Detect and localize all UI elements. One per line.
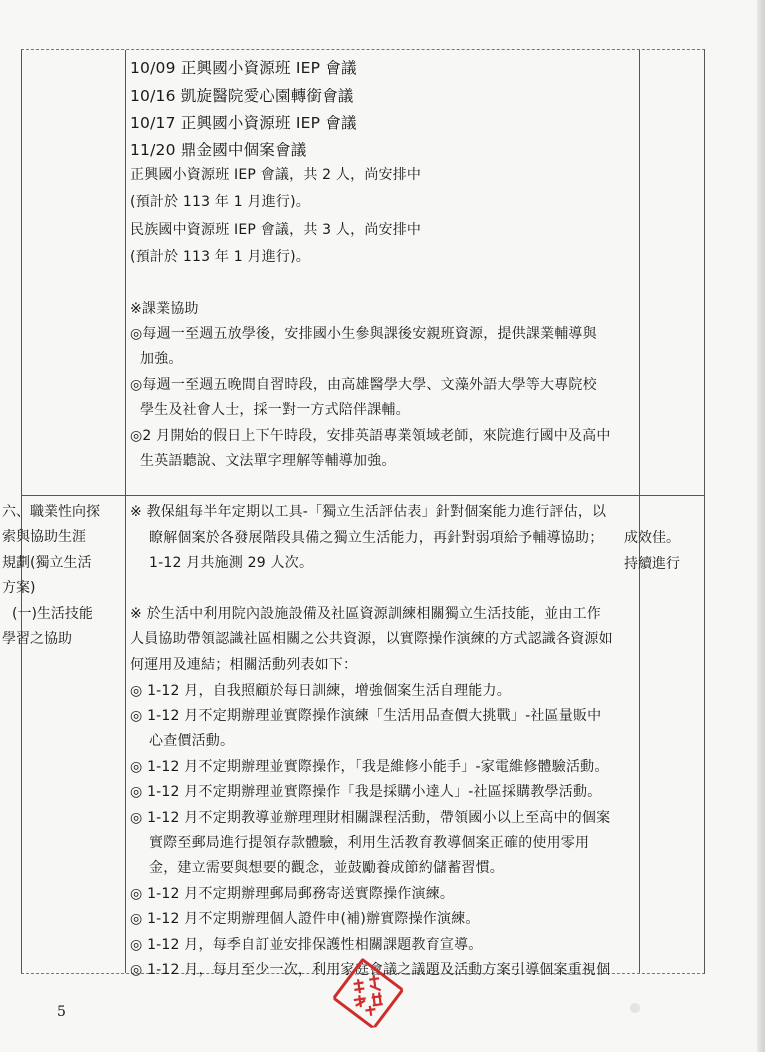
training-line-2: 人員協助帶領認識社區相關之公共資源，以實際操作演練的方式認識各資源如 bbox=[130, 631, 613, 647]
activity-item-6: ◎ 1-12 月不定期辦理郵局郵務寄送實際操作演練。 bbox=[130, 886, 455, 902]
meeting-line-3: 10/17 正興國小資源班 IEP 會議 bbox=[130, 114, 357, 132]
activity-item-8: ◎ 1-12 月，每季自訂並安排保護性相關課題教育宣導。 bbox=[130, 937, 483, 953]
activity-item-7: ◎ 1-12 月不定期辦理個人證件申(補)辦實際操作演練。 bbox=[130, 911, 480, 927]
activity-item-5: ◎ 1-12 月不定期教導並辦理理財相關課程活動，帶領國小以上至高中的個案 bbox=[130, 810, 611, 826]
iep-note-3: 民族國中資源班 IEP 會議，共 3 人，尚安排中 bbox=[130, 222, 422, 238]
iep-note-1: 正興國小資源班 IEP 會議，共 2 人，尚安排中 bbox=[130, 167, 422, 183]
tutoring-item-1-cont: 加強。 bbox=[140, 351, 183, 367]
activity-item-4: ◎ 1-12 月不定期辦理並實際操作「我是採購小達人」-社區採購教學活動。 bbox=[130, 784, 602, 800]
section-title-4: 方案) bbox=[2, 580, 36, 596]
result-status-1: 成效佳。 bbox=[624, 530, 680, 546]
tutoring-heading: ※課業協助 bbox=[130, 301, 199, 317]
activity-item-3: ◎ 1-12 月不定期辦理並實際操作，「我是維修小能手」-家電維修體驗活動。 bbox=[130, 759, 609, 775]
iep-note-4: (預計於 113 年 1 月進行)。 bbox=[130, 249, 310, 265]
activity-item-1: ◎ 1-12 月，自我照顧於每日訓練，增強個案生活自理能力。 bbox=[130, 683, 511, 699]
result-status-2: 持續進行 bbox=[624, 556, 680, 572]
tutoring-item-3-cont: 生英語聽說、文法單字理解等輔導加強。 bbox=[140, 453, 396, 469]
tutoring-item-3: ◎2 月開始的假日上下午時段，安排英語專業領域老師，來院進行國中及高中 bbox=[130, 428, 611, 444]
activity-item-5-cont-2: 金，建立需要與想要的觀念，並鼓勵養成節約儲蓄習慣。 bbox=[149, 860, 504, 876]
scan-mark bbox=[630, 1003, 640, 1013]
column-divider-2 bbox=[639, 50, 640, 973]
column-divider-1 bbox=[125, 50, 126, 973]
seal-stamp-icon bbox=[328, 953, 407, 1032]
activity-item-5-cont-1: 實際至郵局進行提領存款體驗，利用生活教育教導個案正確的使用零用 bbox=[149, 835, 590, 851]
activity-item-2-cont: 心查價活動。 bbox=[149, 733, 235, 749]
subsection-title-2: 學習之協助 bbox=[2, 631, 72, 647]
activity-item-9: ◎ 1-12 月，每月至少一次，利用家庭會議之議題及活動方案引導個案重視個 bbox=[130, 962, 611, 978]
assessment-line-1: ※ 教保組每半年定期以工具-「獨立生活評估表」針對個案能力進行評估，以 bbox=[130, 504, 607, 520]
subsection-title-1: (一)生活技能 bbox=[12, 606, 93, 622]
row-divider bbox=[22, 495, 704, 496]
training-line-3: 何運用及連結；相關活動列表如下： bbox=[130, 657, 358, 673]
tutoring-item-2: ◎每週一至週五晚間自習時段，由高雄醫學大學、文藻外語大學等大專院校 bbox=[130, 377, 597, 393]
assessment-line-2: 瞭解個案於各發展階段具備之獨立生活能力，再針對弱項給予輔導協助； bbox=[149, 530, 604, 546]
iep-note-2: (預計於 113 年 1 月進行)。 bbox=[130, 194, 310, 210]
tutoring-item-1: ◎每週一至週五放學後，安排國小生參與課後安親班資源，提供課業輔導與 bbox=[130, 326, 597, 342]
meeting-line-2: 10/16 凱旋醫院愛心園轉銜會議 bbox=[130, 87, 354, 105]
activity-item-2: ◎ 1-12 月不定期辦理並實際操作演練「生活用品查價大挑戰」-社區量販中 bbox=[130, 708, 602, 724]
tutoring-item-2-cont: 學生及社會人士，採一對一方式陪伴課輔。 bbox=[140, 402, 410, 418]
assessment-line-3: 1-12 月共施測 29 人次。 bbox=[149, 555, 314, 571]
training-line-1: ※ 於生活中利用院內設施設備及社區資源訓練相關獨立生活技能，並由工作 bbox=[130, 606, 601, 622]
section-title-1: 六、職業性向探 bbox=[2, 504, 100, 520]
section-title-2: 索與協助生涯 bbox=[2, 529, 86, 545]
meeting-line-1: 10/09 正興國小資源班 IEP 會議 bbox=[130, 59, 357, 77]
page-number: 5 bbox=[57, 1004, 66, 1020]
page-edge bbox=[757, 0, 765, 1052]
section-title-3: 規劃(獨立生活 bbox=[2, 555, 92, 571]
meeting-line-4: 11/20 鼎金國中個案會議 bbox=[130, 141, 307, 159]
